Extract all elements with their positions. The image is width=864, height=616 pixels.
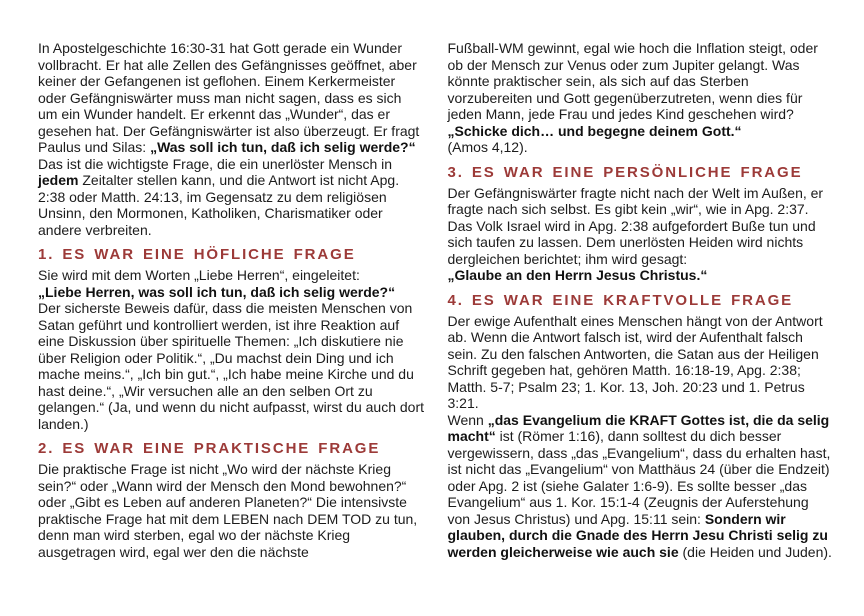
two-column-layout bbox=[38, 40, 834, 560]
text-run: In Apostelgeschichte 16:30-31 hat Gott gerade ein Wunder vollbracht. Er hat alle Zellen des Gefängnisses geöffnet, aber keiner der Gefangenen ist geflohen. Einem Kerkermeister oder Gefängniswärter muss man nicht sagen, dass es sich um ein Wunder handelt. Er erkennt das „Wunder“, das er gesehen hat. Der Gefängniswärter ist also überzeugt. Er fragt Paulus und Silas: bbox=[38, 40, 420, 155]
text-run: Wenn bbox=[447, 411, 488, 428]
section-heading: 1. ES WAR EINE HÖFLICHE FRAGE bbox=[38, 246, 356, 263]
bold-text-run: „Schicke dich… und begegne deinem Gott.“ bbox=[447, 122, 742, 139]
text-run: Der ewige Aufenthalt eines Menschen hängt von der Antwort ab. Wenn die Antwort falsch ist, wird der Aufenthalt falsch sein. Zu den falschen Antworten, die Satan aus der Heiligen Schrift gegeben hat, gehören Matth. 16:18-19, Apg. 2:38; Matth. 5-7; Psalm 23; 1. Kor. 13, Joh. 20:23 und 1. Petrus 3:21. bbox=[447, 312, 823, 411]
bold-text-run: „Liebe Herren, was soll ich tun, daß ich selig werde?“ bbox=[38, 283, 396, 300]
text-run: ist (Römer 1:16), dann solltest du dich besser vergewissern, dass „das „Evangelium“, dass du erhalten hast, ist nicht das „Evangelium“ von Matthäus 24 (über die Endzeit) oder Apg. 2 ist (siehe Galater 1:6-9). Es sollte besser „das Evangelium“ aus 1. Kor. 15:1-4 (Zeugnis der Auferstehung von Jesus Christus) und Apg. 15:11 sein: bbox=[447, 428, 831, 527]
paragraph bbox=[448, 40, 835, 156]
paragraph bbox=[38, 267, 425, 432]
bold-text-run: „das Evangelium die KRAFT Gottes ist, die da selig macht“ bbox=[447, 411, 830, 444]
text-run: Das ist die wichtigste Frage, die ein unerlöster Mensch in bbox=[38, 155, 393, 172]
paragraph bbox=[448, 185, 835, 284]
bold-text-run: „Glaube an den Herrn Jesus Christus.“ bbox=[447, 267, 708, 283]
text-run: (die Heiden und Juden). bbox=[678, 543, 832, 560]
section-heading: 3. ES WAR EINE PERSÖNLICHE FRAGE bbox=[447, 163, 803, 181]
column-right bbox=[448, 40, 835, 560]
paragraph bbox=[448, 313, 835, 561]
bold-text-run: „Was soll ich tun, daß ich selig werde?“ bbox=[150, 139, 416, 155]
section-heading: 2. ES WAR EINE PRAKTISCHE FRAGE bbox=[38, 440, 381, 457]
bold-text-run: jedem bbox=[38, 172, 79, 188]
section-heading: 4. ES WAR EINE KRAFTVOLLE FRAGE bbox=[447, 291, 794, 309]
text-run: Der sicherste Beweis dafür, dass die meisten Menschen von Satan geführt und kontrolliert werden, ist ihre Reaktion auf eine Diskussion über spirituelle Themen: „Ich diskutiere nie über Religion oder Politik.“, „Du machst dein Ding und ich mache meins.“, „Ich bin gut.“, „Ich habe meine Kirche und du hast deine.“, „Wir versuchen alle an den selben Ort zu gelangen.“ (Ja, und wenn du nicht aufpasst, wirst du auch dort landen.) bbox=[38, 300, 425, 432]
paragraph bbox=[38, 461, 425, 560]
text-run: Zeitalter stellen kann, und die Antwort ist nicht Apg. 2:38 oder Matth. 24:13, im Gegensatz zu dem religiösen Unsinn, den Mormonen, Katholiken, Charismatiker oder andere verbreiten. bbox=[38, 172, 400, 238]
text-run: Der Gefängniswärter fragte nicht nach der Welt im Außen, er fragte nach sich selbst. Es gibt kein „wir“, wie in Apg. 2:37. Das Volk Israel wird in Apg. 2:38 aufgefordert Buße tun und sich taufen zu lassen. Dem unerlösten Heiden wird nichts dergleichen berichtet; ihm wird gesagt: bbox=[447, 184, 824, 267]
text-run: (Amos 4,12). bbox=[447, 139, 528, 155]
paragraph bbox=[38, 40, 425, 238]
text-run: Sie wird mit dem Worten „Liebe Herren“, eingeleitet: bbox=[38, 267, 360, 283]
column-left bbox=[38, 40, 425, 560]
bold-text-run: Sondern wir glauben, durch die Gnade des Herrn Jesu Christi selig zu werden gleicherweise wie auch sie bbox=[447, 510, 828, 560]
text-run: Fußball-WM gewinnt, egal wie hoch die Inflation steigt, oder ob der Mensch zur Venus oder zum Jupiter gelangt. Was könnte praktischer sein, als sich auf das Sterben vorzubereiten und Gott gegenüberzutreten, wenn dies für jeden Mann, jede Frau und jedes Kind geschehen wird? bbox=[447, 40, 818, 122]
text-run: Die praktische Frage ist nicht „Wo wird der nächste Krieg sein?“ oder „Wann wird der Mensch den Mond bewohnen?“ oder „Gibt es Leben auf anderen Planeten?“ Die intensivste praktische Frage hat mit dem LEBEN nach DEM TOD zu tun, denn man wird sterben, egal wo der nächste Krieg ausgetragen wird, egal wer den die nächste bbox=[38, 461, 418, 560]
